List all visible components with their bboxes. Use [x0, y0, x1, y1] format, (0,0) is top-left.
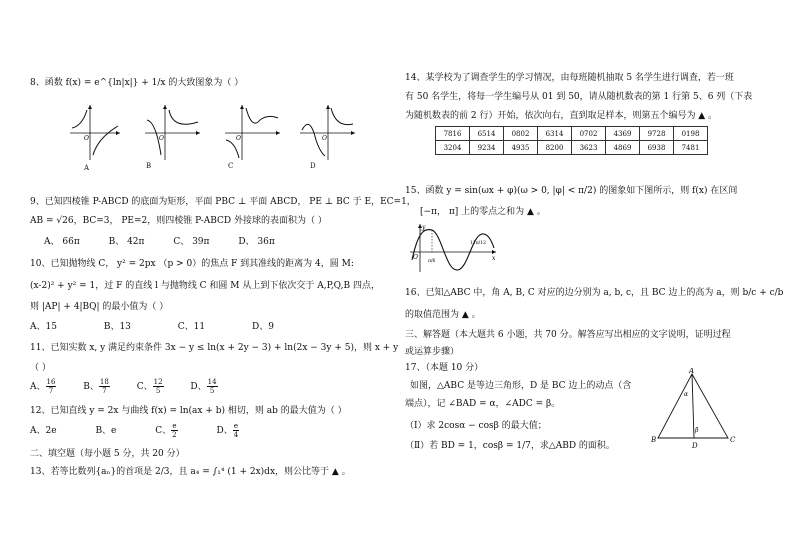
- q10-line3: 则 |AP| + 4|BQ| 的最小值为（ ）: [30, 302, 169, 312]
- q8-label-a: A: [84, 164, 90, 172]
- q17-line1: 如图，△ABC 是等边三角形，D 是 BC 边上的动点（含: [410, 381, 632, 391]
- table-cell: 4369: [606, 127, 640, 141]
- table-cell: 3623: [572, 141, 606, 155]
- q11-options: [30, 378, 218, 395]
- q8-text: 8、函数 f(x) = e^{ln|x|} + 1/x 的大致图象为（ ）: [30, 78, 244, 88]
- table-cell: 7816: [436, 127, 470, 141]
- q12-option-c: C、 $\frac{e}{2}$: [155, 422, 177, 439]
- q11-option-a: A、 $\frac{16}{7}$: [30, 378, 56, 395]
- q11-line1: 11、已知实数 x, y 满足约束条件 3x − y ≤ ln(x + 2y − 3) + ln(2x − 3y + 5)，则 x + y: [30, 343, 399, 353]
- table-cell: 9728: [640, 127, 674, 141]
- table-cell: 4935: [504, 141, 538, 155]
- svg-text:O: O: [322, 135, 327, 142]
- table-cell: 7481: [674, 141, 708, 155]
- q17-title: 17、（本题 10 分）: [405, 363, 484, 373]
- q17-line2: 端点），记 ∠BAD = α，∠ADC = β。: [405, 399, 561, 409]
- table-cell: 0802: [504, 127, 538, 141]
- q10-line1: 10、已知抛物线 C， y² = 2px （p > 0）的焦点 F 到其准线的距离为 4，圆 M:: [30, 259, 354, 269]
- q10-option-d: D、9: [252, 322, 274, 332]
- q8-graphs: [60, 100, 360, 166]
- table-cell: 6314: [538, 127, 572, 141]
- q17-triangle-figure: [650, 368, 740, 450]
- q17-label-alpha: α: [684, 391, 689, 398]
- q11-line2: （ ）: [30, 363, 51, 373]
- q12-option-d: D、 $\frac{e}{4}$: [216, 422, 239, 439]
- q8-label-c: C: [228, 162, 234, 170]
- section-answers-heading-2: 或运算步骤）: [405, 347, 460, 357]
- q15-origin-label: O: [413, 254, 418, 261]
- q14-line2: 有 50 名学生，将每一学生编号从 01 到 50，请从随机数表的第 1 行第 5、6 列（下表: [405, 92, 753, 102]
- q15-y-label: y: [422, 224, 426, 231]
- q9-option-c: C、 39π: [173, 237, 210, 247]
- q17-label-c: C: [730, 436, 736, 444]
- q17-part2: （Ⅱ）若 BD = 1，cosβ = 1/7，求△ABD 的面积。: [405, 441, 615, 451]
- q10-option-a: A、15: [30, 322, 57, 332]
- q15-tick-2: 11π/12: [470, 241, 486, 246]
- q17-label-d: D: [692, 442, 698, 450]
- graph-a: [70, 105, 120, 160]
- q10-options: [30, 321, 300, 333]
- q9-options: [44, 236, 301, 248]
- q12-option-b: B、e: [95, 426, 117, 436]
- graph-d: [300, 105, 355, 160]
- q9-option-a: A、 66π: [44, 237, 80, 247]
- q8-label-d: D: [310, 162, 316, 170]
- q10-line2: (x-2)² + y² = 1，过 F 的直线 l 与抛物线 C 和圆 M 从上到下依次交于 A,P,Q,B 四点，: [30, 281, 380, 291]
- table-cell: 9234: [470, 141, 504, 155]
- q15-line2: [−π， π] 上的零点之和为 ▲ 。: [420, 207, 546, 217]
- table-cell: 0198: [674, 127, 708, 141]
- q16-line2: 的取值范围为 ▲ 。: [405, 310, 481, 320]
- q9-line2: AB = √26，BC=3， PE=2，则四棱锥 P-ABCD 外接球的表面积为（ ）: [30, 216, 327, 226]
- svg-text:O: O: [159, 135, 164, 142]
- q11-option-c: C、 $\frac{12}{5}$: [136, 378, 163, 395]
- graph-c: [225, 105, 280, 160]
- q8-label-b: B: [146, 162, 152, 170]
- q14-line3: 为随机数表的前 2 行）开始，依次向右，直到取足样本，则第五个编号为 ▲ 。: [405, 111, 718, 121]
- table-cell: 3204: [436, 141, 470, 155]
- q9-line1: 9、已知四棱锥 P-ABCD 的底面为矩形，平面 PBC ⊥ 平面 ABCD， PE ⊥ BC 于 E，EC=1，: [30, 197, 416, 207]
- section-answers-heading-1: 三、解答题（本大题共 6 小题，共 70 分。解答应写出相应的文字说明，证明过程: [405, 330, 731, 340]
- q14-line1: 14、某学校为了调查学生的学习情况，由每班随机抽取 5 名学生进行调查，若一班: [405, 73, 734, 83]
- section-fill-in-heading: 二、填空题（每小题 5 分，共 20 分）: [30, 449, 185, 459]
- table-cell: 8200: [538, 141, 572, 155]
- q12-line1: 12、已知直线 y = 2x 与曲线 f(x) = ln(ax + b) 相切，则 ab 的最大值为（ ）: [30, 406, 347, 416]
- q13-text: 13、若等比数列{aₙ}的首项是 2/3，且 a₄ = ∫₁⁴ (1 + 2x)dx，则公比等于 ▲ 。: [30, 467, 351, 477]
- svg-text:O: O: [84, 135, 89, 142]
- svg-text:O: O: [236, 135, 241, 142]
- q17-label-b: B: [651, 436, 657, 444]
- q11-option-b: B、 $\frac{18}{7}$: [83, 378, 109, 395]
- q10-option-b: B、13: [103, 322, 131, 332]
- q12-options: [30, 422, 239, 439]
- q9-option-d: D、 36π: [238, 237, 275, 247]
- q10-option-c: C、11: [177, 322, 206, 332]
- q15-sine-graph: [408, 222, 498, 274]
- table-cell: 4869: [606, 141, 640, 155]
- q9-option-b: B、 42π: [108, 237, 145, 247]
- q11-option-d: D、 $\frac{14}{5}$: [190, 378, 217, 395]
- random-number-table: [435, 126, 708, 155]
- q17-label-beta: β: [695, 427, 699, 434]
- table-cell: 6514: [470, 127, 504, 141]
- q16-line1: 16、已知△ABC 中，角 A, B, C 对应的边分别为 a, b, c，且 BC 边上的高为 a，则 b/c + c/b: [405, 288, 784, 298]
- q15-tick-1: π/6: [428, 259, 436, 264]
- q15-line1: 15、函数 y = sin(ωx + φ)(ω > 0, |φ| < π/2) 的图象如下图所示，则 f(x) 在区间: [405, 186, 738, 196]
- table-row: [436, 141, 708, 155]
- q17-label-a: A: [689, 368, 695, 375]
- graph-b: [145, 105, 200, 160]
- q15-x-label: x: [492, 255, 496, 262]
- table-row: [436, 127, 708, 141]
- table-cell: 0702: [572, 127, 606, 141]
- table-cell: 6938: [640, 141, 674, 155]
- q12-option-a: A、2e: [30, 426, 57, 436]
- q17-part1: （Ⅰ）求 2cosα − cosβ 的最大值；: [405, 421, 547, 431]
